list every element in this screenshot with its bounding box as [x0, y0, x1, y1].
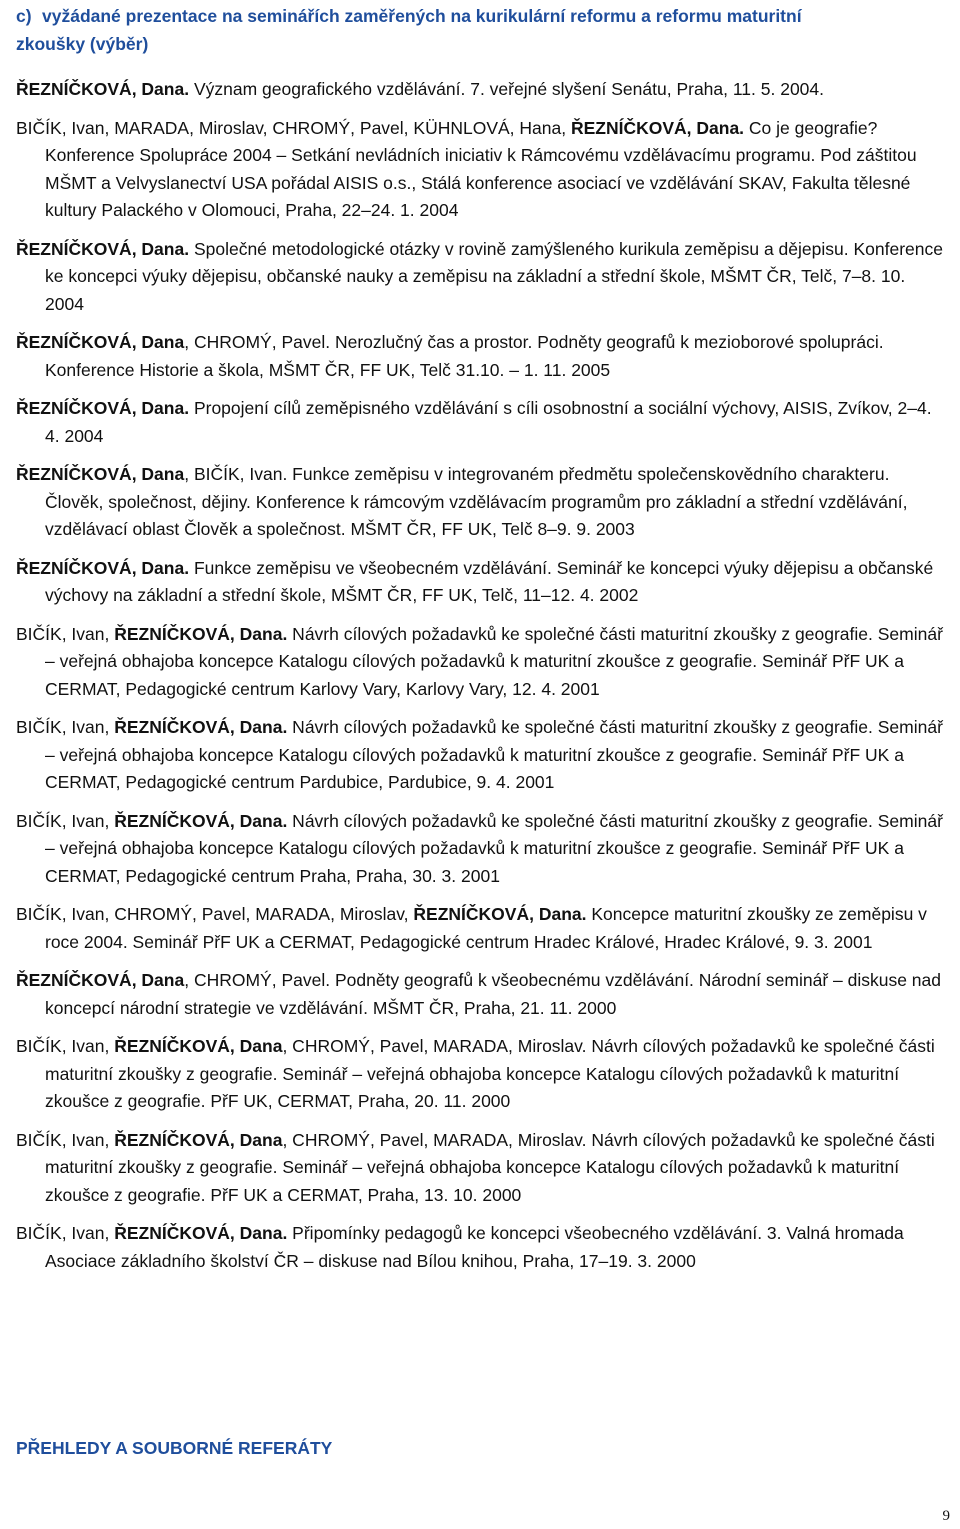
- entry-author: ŘEZNÍČKOVÁ, Dana.: [16, 557, 190, 578]
- entry-text: , CHROMÝ, Pavel. Nerozlučný čas a prostor. Podněty geografů k mezioborové spolupráci. Konference Historie a škola, MŠMT ČR, FF UK, Telč 31.10. – 1. 11. 2005: [45, 332, 884, 380]
- entry-author: ŘEZNÍČKOVÁ, Dana.: [114, 810, 288, 831]
- entry-author: ŘEZNÍČKOVÁ, Dana.: [413, 904, 587, 924]
- entry-text: , CHROMÝ, Pavel. Podněty geografů k všeobecnému vzdělávání. Národní seminář – diskuse nad koncepcí národní strategie ve vzdělávání. MŠMT ČR, Praha, 21. 11. 2000: [45, 970, 941, 1018]
- entry-coauthors: BIČÍK, Ivan,: [16, 810, 115, 831]
- list-item: [16, 115, 946, 225]
- list-item: [16, 1127, 946, 1210]
- list-item: [16, 329, 946, 384]
- entry-coauthors: BIČÍK, Ivan, MARADA, Miroslav, CHROMÝ, Pavel, KÜHNLOVÁ, Hana,: [16, 117, 571, 138]
- list-item: [16, 76, 946, 104]
- entry-text: , BIČÍK, Ivan. Funkce zeměpisu v integrovaném předmětu společenskovědního charakteru. Člověk, společnost, dějiny. Konference k rámcovým vzdělávacím programům pro základní a střední vzdělávání, vzdělávací oblast Člověk a společnost. MŠMT ČR, FF UK, Telč 8–9. 9. 2003: [45, 464, 908, 539]
- entry-text: Návrh cílových požadavků ke společné části maturitní zkoušky z geografie. Seminář – veřejná obhajoba koncepce Katalogu cílových požadavků k maturitní zkoušce z geografie. Seminář PřF UK a CERMAT, Pedagogické centrum Pardubice, Pardubice, 9. 4. 2001: [45, 717, 943, 792]
- entry-text: Co je geografie? Konference Spolupráce 2004 – Setkání nevládních iniciativ k Rámcovému vzdělávacímu programu. Pod záštitou MŠMT a Velvyslanectví USA pořádal AISIS o.s., Stálá konference asociací ve vzdělávání SKAV, Fakulta tělesné kultury Palackého v Olomouci, Praha, 22–24. 1. 2004: [45, 117, 917, 220]
- list-item: [16, 236, 946, 319]
- entry-author: ŘEZNÍČKOVÁ, Dana: [16, 464, 185, 484]
- entry-coauthors: BIČÍK, Ivan,: [16, 623, 115, 644]
- entry-author: ŘEZNÍČKOVÁ, Dana: [16, 970, 185, 990]
- entry-author: ŘEZNÍČKOVÁ, Dana.: [114, 717, 288, 737]
- entry-coauthors: BIČÍK, Ivan,: [16, 1036, 115, 1056]
- section-heading-line2: zkoušky (výběr): [16, 34, 149, 54]
- list-item: [16, 967, 946, 1022]
- entry-text: Společné metodologické otázky v rovině zamýšleného kurikula zeměpisu a dějepisu. Konference ke koncepci výuky dějepisu, občanské nauky a zeměpisu na základní a střední škole, MŠMT ČR, Telč, 7–8. 10. 2004: [45, 238, 943, 314]
- section-heading-text: vyžádané prezentace na seminářích zaměřených na kurikulární reformu a reformu maturitní: [42, 6, 802, 26]
- list-item: [16, 714, 946, 797]
- list-item: [16, 555, 946, 610]
- entry-coauthors: BIČÍK, Ivan,: [16, 1223, 115, 1243]
- entry-author: ŘEZNÍČKOVÁ, Dana.: [16, 398, 190, 418]
- entry-author: ŘEZNÍČKOVÁ, Dana: [114, 1129, 283, 1150]
- entry-text: Návrh cílových požadavků ke společné části maturitní zkoušky z geografie. Seminář – veřejná obhajoba koncepce Katalogu cílových požadavků k maturitní zkoušce z geografie. Seminář PřF UK a CERMAT, Pedagogické centrum Praha, Praha, 30. 3. 2001: [45, 810, 943, 886]
- list-item: [16, 461, 946, 544]
- entry-text: Propojení cílů zeměpisného vzdělávání s cíli osobnostní a sociální výchovy, AISIS, Zvíkov, 2–4. 4. 2004: [45, 398, 932, 446]
- entry-text: Význam geografického vzdělávání. 7. veřejné slyšení Senátu, Praha, 11. 5. 2004.: [189, 79, 824, 99]
- next-section-heading: PŘEHLEDY A SOUBORNÉ REFERÁTY: [16, 1438, 333, 1458]
- section-heading: [16, 2, 946, 58]
- list-item: [16, 1220, 946, 1275]
- entry-author: ŘEZNÍČKOVÁ, Dana.: [570, 117, 745, 138]
- entry-text: Připomínky pedagogů ke koncepci všeobecného vzdělávání. 3. Valná hromada Asociace základního školství ČR – diskuse nad Bílou knihou, Praha, 17–19. 3. 2000: [45, 1223, 904, 1271]
- list-item: [16, 808, 946, 891]
- list-item: [16, 1033, 946, 1116]
- list-item: [16, 621, 946, 704]
- entry-coauthors: BIČÍK, Ivan, CHROMÝ, Pavel, MARADA, Miroslav,: [16, 904, 414, 924]
- entry-text: , CHROMÝ, Pavel, MARADA, Miroslav. Návrh cílových požadavků ke společné části maturitní zkoušky z geografie. Seminář – veřejná obhajoba koncepce Katalogu cílových požadavků k maturitní zkoušce z geografie. PřF UK, CERMAT, Praha, 20. 11. 2000: [45, 1036, 935, 1111]
- entry-text: Koncepce maturitní zkoušky ze zeměpisu v roce 2004. Seminář PřF UK a CERMAT, Pedagogické centrum Hradec Králové, Hradec Králové, 9. 3. 2001: [45, 904, 927, 952]
- entry-author: ŘEZNÍČKOVÁ, Dana: [114, 1036, 283, 1056]
- section-letter: c): [16, 6, 32, 26]
- entry-text: , CHROMÝ, Pavel, MARADA, Miroslav. Návrh cílových požadavků ke společné části maturitní zkoušky z geografie. Seminář – veřejná obhajoba koncepce Katalogu cílových požadavků k maturitní zkoušce z geografie. PřF UK a CERMAT, Praha, 13. 10. 2000: [45, 1129, 935, 1205]
- entry-text: Návrh cílových požadavků ke společné části maturitní zkoušky z geografie. Seminář – veřejná obhajoba koncepce Katalogu cílových požadavků k maturitní zkoušce z geografie. Seminář PřF UK a CERMAT, Pedagogické centrum Karlovy Vary, Karlovy Vary, 12. 4. 2001: [45, 623, 943, 699]
- entry-coauthors: BIČÍK, Ivan,: [16, 717, 115, 737]
- entry-list: [16, 76, 946, 1286]
- entry-text: Funkce zeměpisu ve všeobecném vzdělávání. Seminář ke koncepci výuky dějepisu a občanské výchovy na základní a střední škole, MŠMT ČR, FF UK, Telč, 11–12. 4. 2002: [45, 557, 934, 605]
- section-heading-line1: [16, 2, 946, 30]
- entry-author: ŘEZNÍČKOVÁ, Dana.: [16, 79, 190, 99]
- entry-coauthors: BIČÍK, Ivan,: [16, 1129, 115, 1150]
- entry-author: ŘEZNÍČKOVÁ, Dana.: [114, 623, 288, 644]
- entry-author: ŘEZNÍČKOVÁ, Dana: [16, 332, 185, 352]
- entry-author: ŘEZNÍČKOVÁ, Dana.: [16, 238, 190, 259]
- entry-author: ŘEZNÍČKOVÁ, Dana.: [114, 1223, 288, 1243]
- list-item: [16, 901, 946, 956]
- page-number: 9: [942, 1508, 950, 1524]
- list-item: [16, 395, 946, 450]
